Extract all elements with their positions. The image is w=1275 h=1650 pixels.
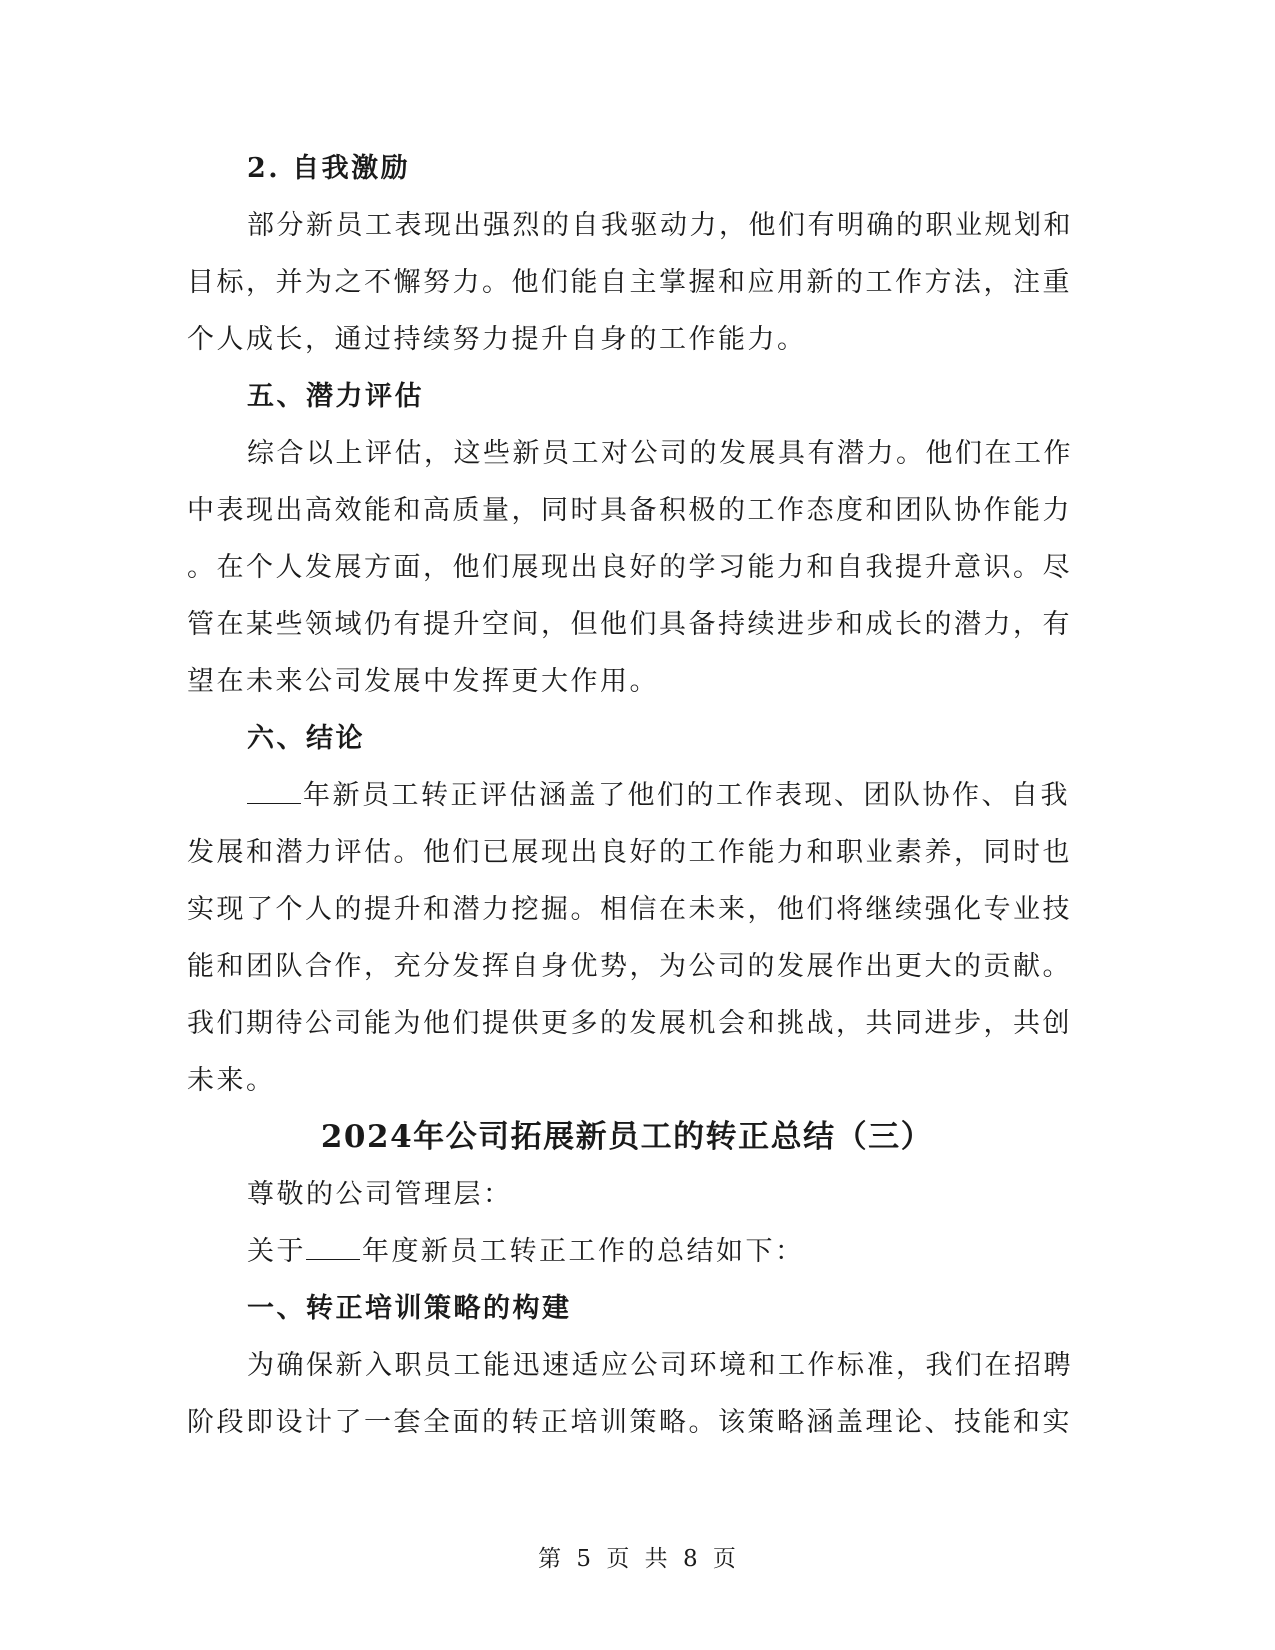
- paragraph-line: 为确保新入职员工能迅速适应公司环境和工作标准，我们在招聘: [247, 1350, 1073, 1381]
- paragraph-line: 能和团队合作，充分发挥自身优势，为公司的发展作出更大的贡献。: [187, 951, 1072, 982]
- paragraph-line: 阶段即设计了一套全面的转正培训策略。该策略涵盖理论、技能和实: [187, 1407, 1072, 1438]
- paragraph-line-text: 年新员工转正评估涵盖了他们的工作表现、团队协作、自我: [303, 780, 1070, 811]
- paragraph-line: 发展和潜力评估。他们已展现出良好的工作能力和职业素养，同时也: [187, 837, 1072, 868]
- paragraph-line: 管在某些领域仍有提升空间，但他们具备持续进步和成长的潜力，有: [187, 609, 1072, 640]
- paragraph-line: 望在未来公司发展中发挥更大作用。: [187, 666, 659, 697]
- paragraph-line: 我们期待公司能为他们提供更多的发展机会和挑战，共同进步，共创: [187, 1008, 1072, 1039]
- page-number-footer: 第 5 页 共 8 页: [538, 1546, 737, 1572]
- paragraph-line: 中表现出高效能和高质量，同时具备积极的工作态度和团队协作能力: [187, 495, 1072, 526]
- paragraph-line: 部分新员工表现出强烈的自我驱动力，他们有明确的职业规划和: [247, 210, 1073, 241]
- document-body: [187, 140, 1073, 1451]
- paragraph-line: 。在个人发展方面，他们展现出良好的学习能力和自我提升意识。尽: [187, 552, 1072, 583]
- fill-in-blank: [306, 1237, 360, 1260]
- intro-line: [187, 1223, 1067, 1280]
- section-heading-potential: 五、潜力评估: [247, 381, 424, 412]
- paragraph-line: [187, 767, 1070, 824]
- paragraph-line: 未来。: [187, 1065, 276, 1096]
- fill-in-blank: [247, 781, 301, 804]
- paragraph-line: 综合以上评估，这些新员工对公司的发展具有潜力。他们在工作: [247, 438, 1073, 469]
- section-heading-conclusion: 六、结论: [247, 723, 365, 754]
- salutation: 尊敬的公司管理层：: [247, 1179, 513, 1210]
- paragraph-line: 个人成长，通过持续努力提升自身的工作能力。: [187, 324, 807, 355]
- paragraph-line: 目标，并为之不懈努力。他们能自主掌握和应用新的工作方法，注重: [187, 267, 1072, 298]
- section-heading-training: 一、转正培训策略的构建: [247, 1293, 572, 1324]
- paragraph-line: 实现了个人的提升和潜力挖掘。相信在未来，他们将继续强化专业技: [187, 894, 1072, 925]
- section-heading-self-motivation: 2. 自我激励: [247, 153, 411, 184]
- intro-suffix: 年度新员工转正工作的总结如下：: [362, 1236, 805, 1267]
- document-title: 2024年公司拓展新员工的转正总结（三）: [320, 1119, 934, 1155]
- intro-prefix: 关于: [247, 1236, 306, 1267]
